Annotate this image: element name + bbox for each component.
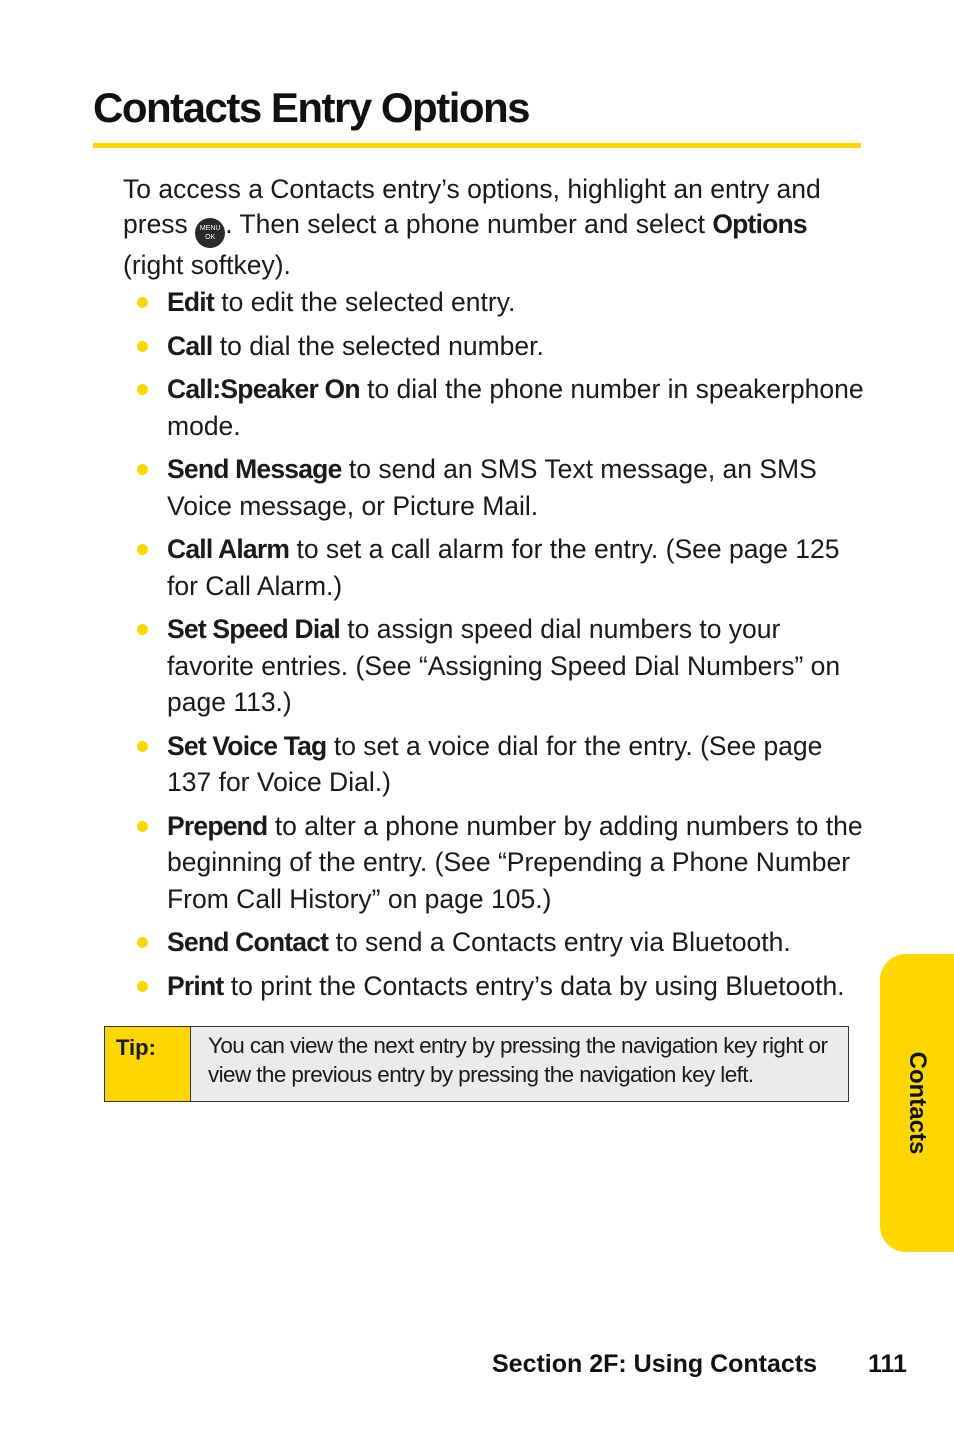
list-item xyxy=(134,328,864,365)
option-term: Set Voice Tag xyxy=(167,730,327,761)
intro-text-1: To access a Contacts entry’s options, highlight an entry and press xyxy=(123,174,821,239)
menu-key-bottom-label: OK xyxy=(205,234,216,241)
option-term: Prepend xyxy=(167,810,268,841)
list-item xyxy=(134,451,864,524)
list-item xyxy=(134,284,864,321)
bullet-icon xyxy=(137,981,148,992)
tip-box xyxy=(104,1026,849,1102)
list-item xyxy=(134,728,864,801)
option-term: Call xyxy=(167,330,213,361)
list-item xyxy=(134,808,864,918)
option-description: to send a Contacts entry via Bluetooth. xyxy=(335,927,791,957)
side-tab-label: Contacts xyxy=(904,1051,931,1155)
option-term: Print xyxy=(167,970,224,1001)
bullet-icon xyxy=(137,741,148,752)
option-description: to send an SMS Text message, an SMS Voice message, or Picture Mail. xyxy=(167,454,817,521)
option-term: Edit xyxy=(167,287,214,317)
option-description: to alter a phone number by adding numbers to the beginning of the entry. (See “Prepending a Phone Number From Call History” on page 105.) xyxy=(167,810,863,914)
page-title: Contacts Entry Options xyxy=(93,84,530,131)
option-description: to set a call alarm for the entry. (See page 125 for Call Alarm.) xyxy=(167,534,840,601)
list-item xyxy=(134,531,864,604)
intro-text-2: . Then select a phone number and select xyxy=(225,209,705,239)
tip-label: Tip: xyxy=(105,1027,191,1101)
option-description: to dial the selected number. xyxy=(219,330,544,361)
menu-ok-key-icon xyxy=(195,218,225,248)
section-side-tab xyxy=(880,954,954,1252)
bullet-icon xyxy=(137,384,148,395)
option-description: to dial the phone number in speakerphone mode. xyxy=(167,374,864,441)
option-term: Send Contact xyxy=(167,927,329,957)
bullet-icon xyxy=(137,821,148,832)
option-description: to assign speed dial numbers to your favorite entries. (See “Assigning Speed Dial Numbers” on page 113.) xyxy=(167,614,841,717)
options-label: Options xyxy=(712,209,807,239)
list-item xyxy=(134,371,864,444)
page-number: 111 xyxy=(868,1350,907,1378)
intro-text-3: (right softkey). xyxy=(123,250,291,280)
options-list xyxy=(134,284,864,1011)
bullet-icon xyxy=(137,464,148,475)
list-item xyxy=(134,968,864,1005)
title-underline xyxy=(93,143,861,148)
option-term: Call:Speaker On xyxy=(167,374,360,404)
menu-key-top-label: MENU xyxy=(199,225,221,232)
option-term: Call Alarm xyxy=(167,534,290,564)
bullet-icon xyxy=(137,341,148,352)
list-item xyxy=(134,924,864,961)
footer-section-title: Section 2F: Using Contacts xyxy=(492,1350,818,1378)
intro-paragraph xyxy=(123,172,863,283)
option-term: Send Message xyxy=(167,454,342,484)
list-item xyxy=(134,611,864,721)
tip-text: You can view the next entry by pressing the navigation key right or view the previous entry by pressing the navigation key left. xyxy=(191,1027,848,1101)
bullet-icon xyxy=(137,937,148,948)
bullet-icon xyxy=(137,297,148,308)
option-description: to print the Contacts entry’s data by using Bluetooth. xyxy=(230,970,845,1001)
bullet-icon xyxy=(137,544,148,555)
option-term: Set Speed Dial xyxy=(167,614,340,644)
bullet-icon xyxy=(137,624,148,635)
option-description: to edit the selected entry. xyxy=(221,287,516,317)
option-description: to set a voice dial for the entry. (See page 137 for Voice Dial.) xyxy=(167,730,823,797)
